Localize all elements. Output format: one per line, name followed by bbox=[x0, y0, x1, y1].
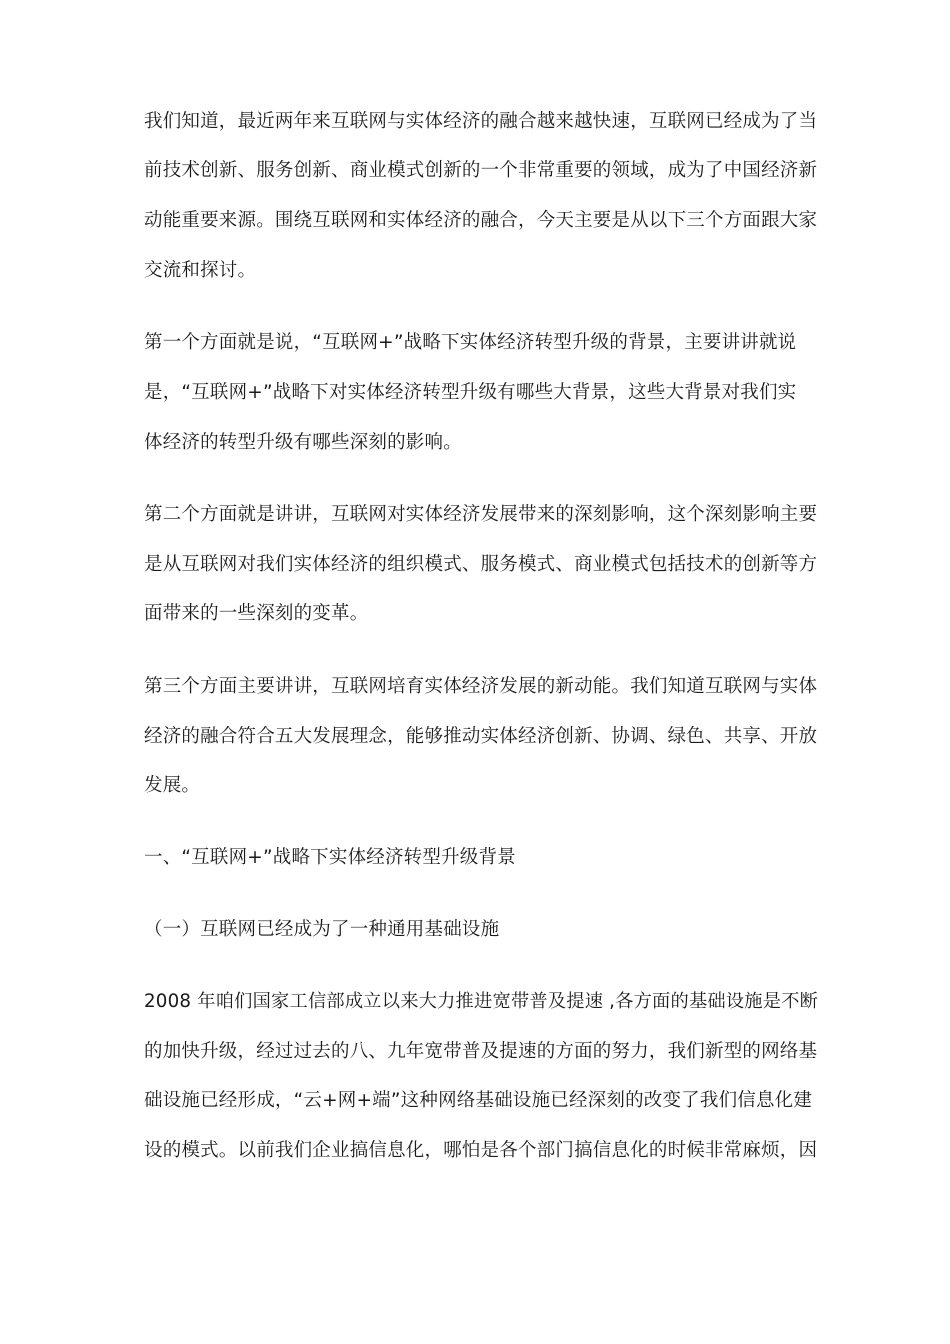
paragraph-3-line-1: 第二个方面就是讲讲，互联网对实体经济发展带来的深刻影响，这个深刻影响主要 bbox=[144, 504, 818, 525]
paragraph-4-line-3: 发展。 bbox=[144, 775, 201, 796]
paragraph-3-line-2: 是从互联网对我们实体经济的组织模式、服务模式、商业模式包括技术的创新等方 bbox=[144, 554, 818, 575]
paragraph-1-line-1: 我们知道，最近两年来互联网与实体经济的融合越来越快速，互联网已经成为了当 bbox=[144, 111, 818, 132]
section-heading: 一、“互联网+”战略下实体经济转型升级背景 bbox=[144, 847, 516, 868]
paragraph-5-line-1: 2008 年咱们国家工信部成立以来大力推进宽带普及提速 ,各方面的基础设施是不断 bbox=[144, 991, 819, 1012]
paragraph-1-line-3: 动能重要来源。围绕互联网和实体经济的融合，今天主要是从以下三个方面跟大家 bbox=[144, 210, 818, 231]
paragraph-1-line-2: 前技术创新、服务创新、商业模式创新的一个非常重要的领域，成为了中国经济新 bbox=[144, 160, 818, 181]
paragraph-5-line-2: 的加快升级，经过过去的八、九年宽带普及提速的方面的努力，我们新型的网络基 bbox=[144, 1041, 818, 1062]
paragraph-5-line-3: 础设施已经形成，“云+网+端”这种网络基础设施已经深刻的改变了我们信息化建 bbox=[144, 1090, 813, 1111]
paragraph-2-line-2: 是，“互联网+”战略下对实体经济转型升级有哪些大背景，这些大背景对我们实 bbox=[144, 382, 797, 403]
paragraph-1-line-4: 交流和探讨。 bbox=[144, 260, 257, 281]
paragraph-4-line-1: 第三个方面主要讲讲，互联网培育实体经济发展的新动能。我们知道互联网与实体 bbox=[144, 676, 818, 697]
paragraph-3-line-3: 面带来的一些深刻的变革。 bbox=[144, 603, 369, 624]
paragraph-4-line-2: 经济的融合符合五大发展理念，能够推动实体经济创新、协调、绿色、共享、开放 bbox=[144, 726, 818, 747]
paragraph-2-line-1: 第一个方面就是说，“互联网+”战略下实体经济转型升级的背景，主要讲讲就说 bbox=[144, 332, 797, 353]
subsection-heading: （一）互联网已经成为了一种通用基础设施 bbox=[144, 919, 500, 940]
paragraph-5-line-4: 设的模式。以前我们企业搞信息化，哪怕是各个部门搞信息化的时候非常麻烦，因 bbox=[144, 1140, 818, 1161]
paragraph-2-line-3: 体经济的转型升级有哪些深刻的影响。 bbox=[144, 432, 462, 453]
